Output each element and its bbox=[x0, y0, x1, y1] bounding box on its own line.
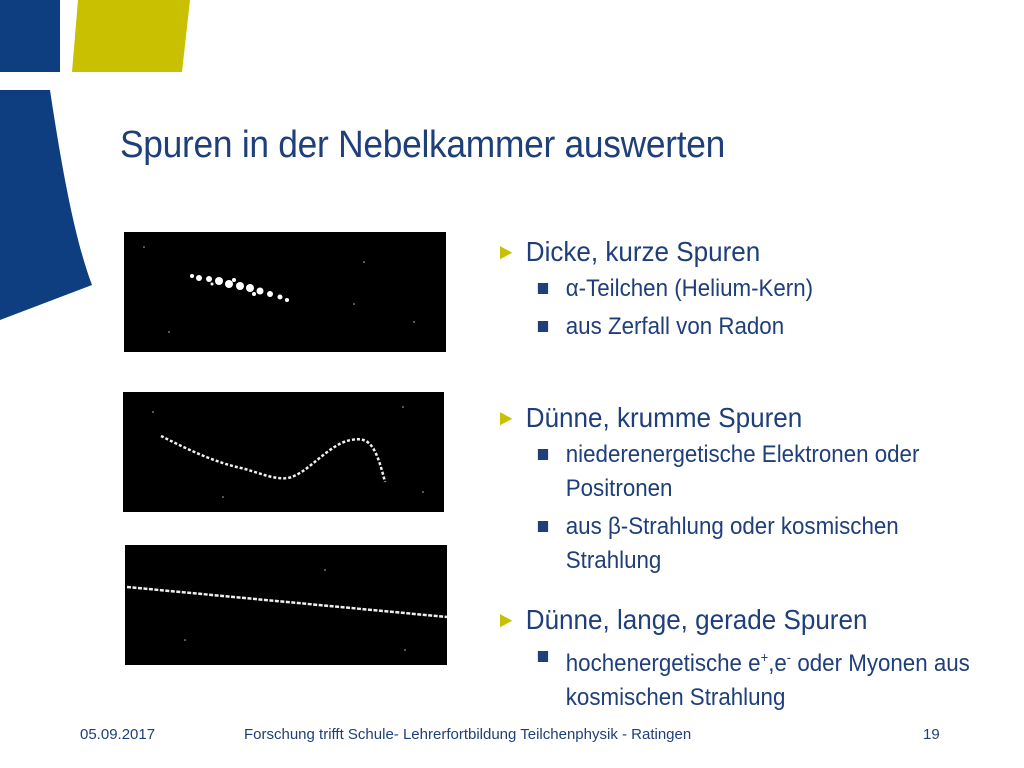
electron-track-photo bbox=[123, 392, 444, 512]
square-icon bbox=[538, 521, 548, 532]
logo-lime-square bbox=[72, 0, 190, 72]
logo-blue-curve bbox=[0, 90, 92, 320]
bullet-item: hochenergetische e+,e- oder Myonen aus kosmischen Strahlung bbox=[536, 640, 984, 715]
bullet-item: α-Teilchen (Helium-Kern) bbox=[536, 272, 813, 306]
bullet-heading: ► Dünne, lange, gerade Spuren bbox=[496, 604, 868, 635]
square-icon bbox=[538, 651, 548, 662]
bullet-heading: ► Dicke, kurze Spuren bbox=[496, 236, 761, 267]
bullet-group-thin-curved bbox=[496, 402, 1008, 578]
square-icon bbox=[538, 283, 548, 294]
triangle-right-icon: ► bbox=[496, 239, 517, 264]
muon-track-photo bbox=[125, 545, 447, 665]
bullet-group-thin-straight bbox=[496, 604, 1018, 715]
page-number: 19 bbox=[923, 726, 940, 743]
page-title: Spuren in der Nebelkammer auswerten bbox=[120, 124, 726, 166]
square-icon bbox=[538, 321, 548, 332]
bullet-heading: ► Dünne, krumme Spuren bbox=[496, 402, 803, 433]
triangle-right-icon: ► bbox=[496, 405, 517, 430]
triangle-right-icon: ► bbox=[496, 607, 517, 632]
alpha-track-photo bbox=[124, 232, 446, 352]
footer-date: 05.09.2017 bbox=[80, 726, 156, 743]
bullet-item: aus β-Strahlung oder kosmischen Strahlung bbox=[536, 510, 975, 578]
bullet-item: aus Zerfall von Radon bbox=[536, 310, 813, 344]
square-icon bbox=[538, 449, 548, 460]
logo-blue-square bbox=[0, 0, 60, 72]
bullet-group-thick bbox=[496, 236, 834, 344]
footer-text: Forschung trifft Schule- Lehrerfortbildung Teilchenphysik - Ratingen bbox=[244, 726, 692, 743]
bullet-item: niederenergetische Elektronen oder Positronen bbox=[536, 438, 975, 506]
